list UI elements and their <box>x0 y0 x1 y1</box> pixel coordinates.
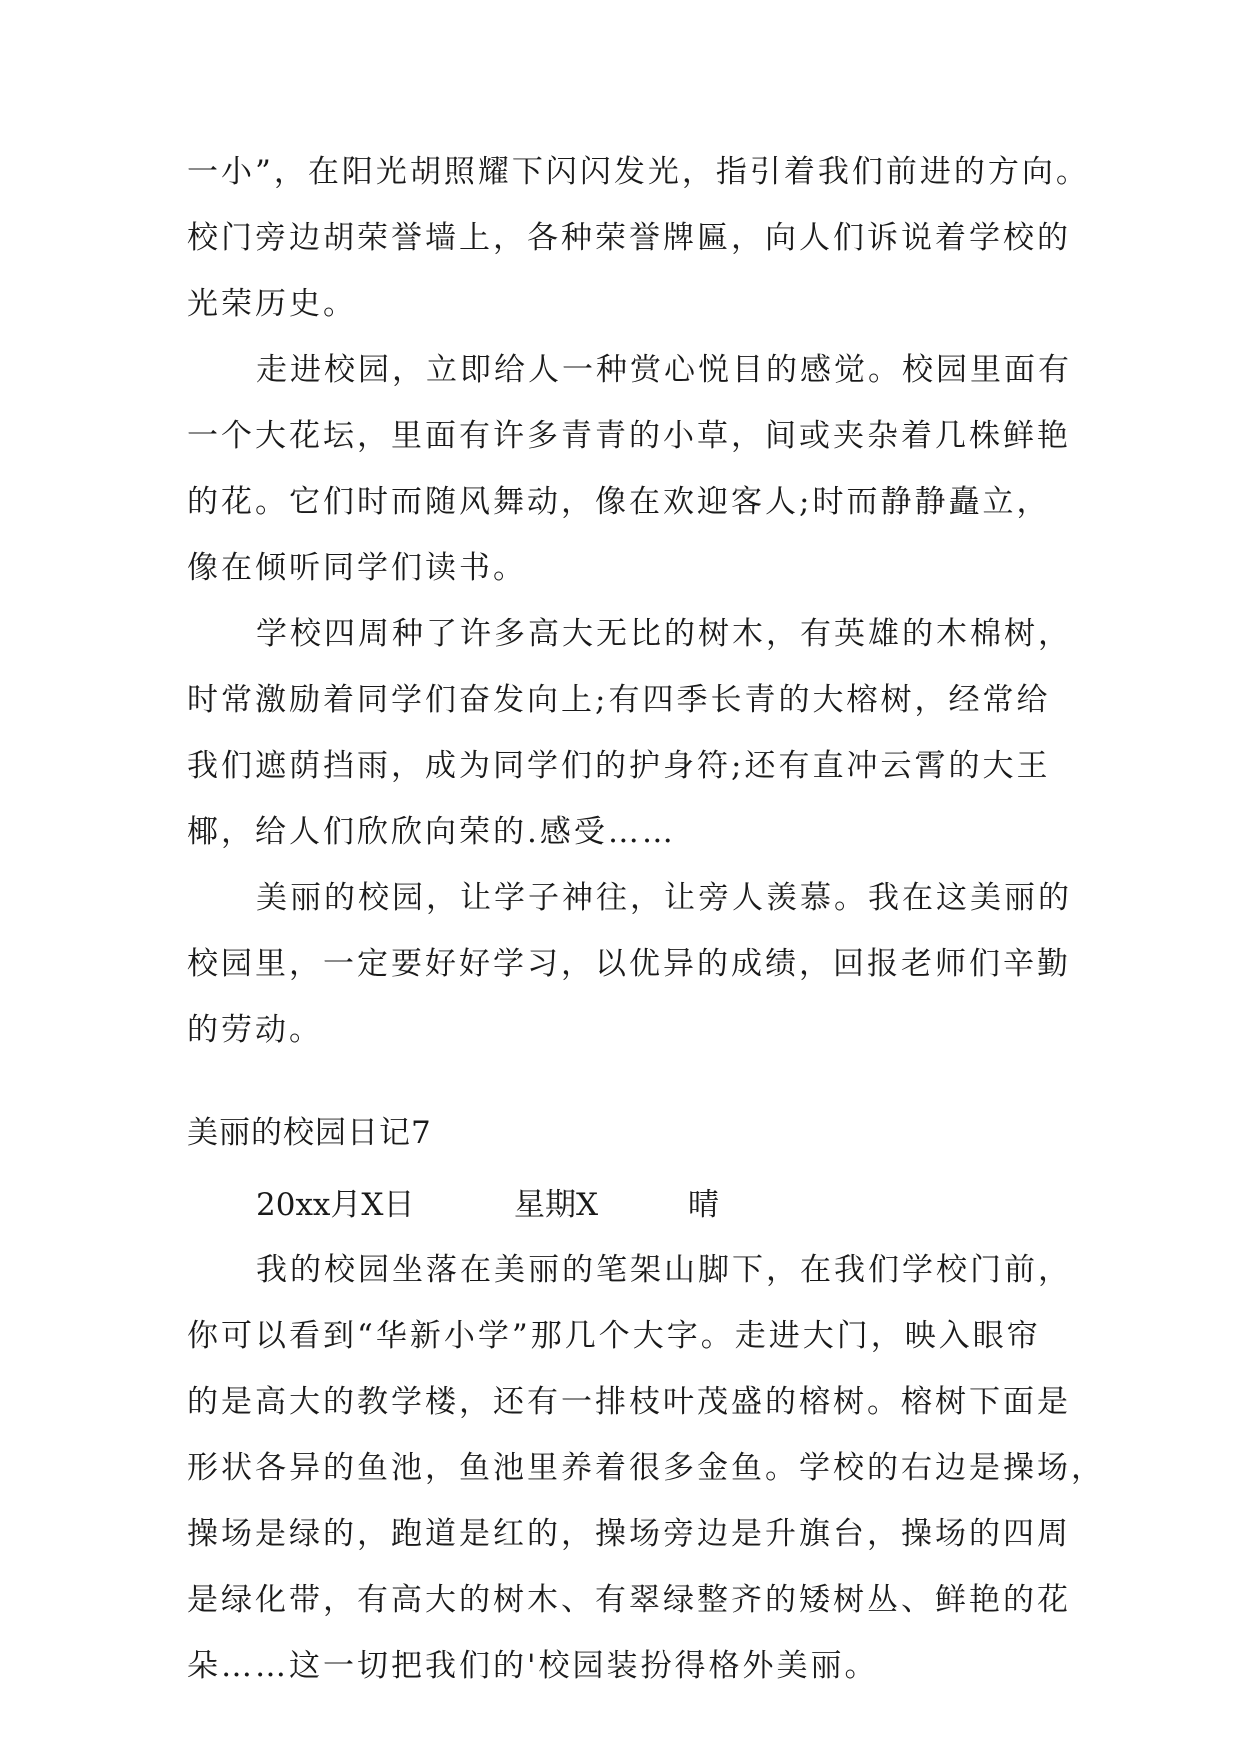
text-line: 一小”，在阳光胡照耀下闪闪发光，指引着我们前进的方向。 <box>187 154 1090 190</box>
text-line: 是绿化带，有高大的树木、有翠绿整齐的矮树丛、鲜艳的花 <box>187 1582 1071 1618</box>
text-line: 学校四周种了许多高大无比的树木，有英雄的木棉树， <box>256 616 1072 652</box>
text-line: 的是高大的教学楼，还有一排枝叶茂盛的榕树。榕树下面是 <box>187 1384 1071 1420</box>
text-line: 时常激励着同学们奋发向上;有四季长青的大榕树，经常给 <box>187 682 1051 718</box>
text-line: 的劳动。 <box>187 1012 323 1048</box>
text-line: 校园里，一定要好好学习，以优异的成绩，回报老师们辛勤 <box>187 946 1071 982</box>
text-line: 美丽的校园，让学子神往，让旁人羡慕。我在这美丽的 <box>256 880 1072 916</box>
section-title: 美丽的校园日记7 <box>187 1115 432 1151</box>
text-line: 你可以看到“华新小学”那几个大字。走进大门，映入眼帘 <box>187 1318 1041 1354</box>
text-line: 一个大花坛，里面有许多青青的小草，间或夹杂着几株鲜艳 <box>187 418 1071 454</box>
text-line: 朵……这一切把我们的'校园装扮得格外美丽。 <box>187 1648 879 1684</box>
text-line: 我的校园坐落在美丽的笔架山脚下，在我们学校门前， <box>256 1252 1072 1288</box>
text-line: 走进校园，立即给人一种赏心悦目的感觉。校园里面有 <box>256 352 1072 388</box>
weekday-text: 星期X <box>514 1187 599 1223</box>
weather-text: 晴 <box>688 1187 719 1223</box>
text-line: 像在倾听同学们读书。 <box>187 550 527 586</box>
text-line: 的花。它们时而随风舞动，像在欢迎客人;时而静静矗立， <box>187 484 1051 520</box>
text-line: 椰，给人们欣欣向荣的.感受…… <box>187 814 676 850</box>
text-line: 我们遮荫挡雨，成为同学们的护身符;还有直冲云霄的大王 <box>187 748 1051 784</box>
date-text: 20xx月X日 <box>256 1187 415 1223</box>
date-line <box>256 1185 776 1225</box>
text-line: 操场是绿的，跑道是红的，操场旁边是升旗台，操场的四周 <box>187 1516 1071 1552</box>
text-line: 光荣历史。 <box>187 286 357 322</box>
text-line: 校门旁边胡荣誉墙上，各种荣誉牌匾，向人们诉说着学校的 <box>187 220 1071 256</box>
text-line: 形状各异的鱼池，鱼池里养着很多金鱼。学校的右边是操场， <box>187 1450 1105 1486</box>
